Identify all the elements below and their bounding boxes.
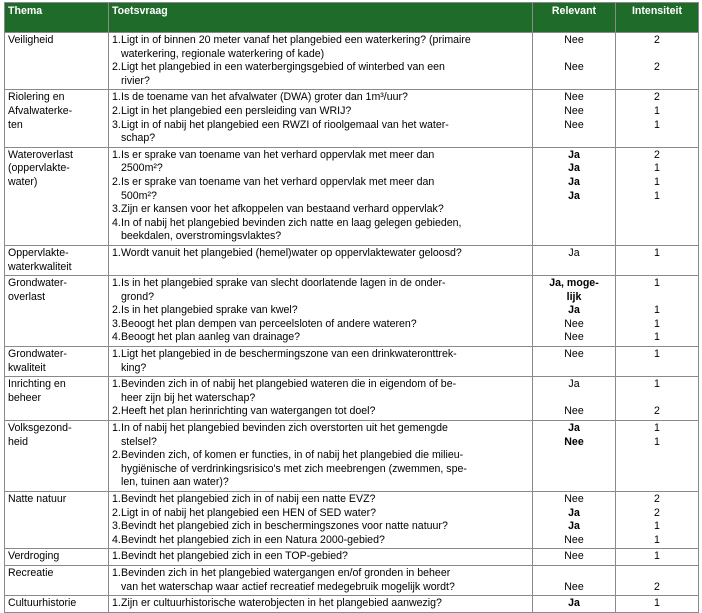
relevant-value: Ja Nee	[564, 422, 584, 448]
question-item	[112, 217, 529, 244]
relevant-value: Nee	[564, 493, 584, 506]
table-row	[5, 377, 699, 421]
question-item	[112, 105, 529, 119]
question-text: Is in het plangebied sprake van kwel?	[121, 304, 298, 317]
relevant-value: Ja, moge- lijk	[549, 277, 599, 303]
question-number: 3.	[112, 118, 121, 131]
table-row	[5, 565, 699, 595]
question-cell	[109, 596, 533, 613]
relevant-cell	[533, 90, 616, 147]
question-number: 2.	[112, 506, 121, 519]
theme-cell: Veiligheid	[5, 33, 109, 90]
intensity-cell	[616, 347, 699, 377]
theme-cell: Wateroverlast (oppervlakte- water)	[5, 147, 109, 245]
relevant-cell	[533, 565, 616, 595]
intensity-cell	[616, 276, 699, 347]
question-number: 1.	[112, 378, 121, 391]
question-number: 3.	[112, 520, 121, 533]
question-cell	[109, 276, 533, 347]
intensity-value: 1	[654, 378, 660, 391]
question-text: Wordt vanuit het plangebied (hemel)water op oppervlaktewater geloosd?	[121, 246, 462, 259]
question-cell	[109, 421, 533, 492]
intensity-value: 1	[654, 348, 660, 361]
intensity-cell	[616, 549, 699, 566]
table-row	[5, 276, 699, 347]
question-text: Ligt het plangebied in een waterbergingsgebied of winterbed van een rivier?	[121, 61, 445, 87]
relevant-value: Nee	[564, 331, 584, 344]
question-text: Heeft het plan herinrichting van watergangen tot doel?	[121, 405, 376, 418]
question-item	[112, 331, 529, 345]
theme-cell: Verdroging	[5, 549, 109, 566]
question-item	[112, 348, 529, 375]
relevant-cell	[533, 377, 616, 421]
question-text: Bevinden zich in of nabij het plangebied wateren die in eigendom of be- heer zijn bij het waterschap?	[121, 378, 457, 404]
question-number: 1.	[112, 422, 121, 435]
question-item	[112, 534, 529, 548]
question-text: Ligt in of binnen 20 meter vanaf het plangebied een waterkering? (primaire waterkering, regionale waterkering of kade)	[121, 34, 471, 60]
relevant-value: Nee	[564, 348, 584, 361]
question-item	[112, 203, 529, 217]
intensity-value: 2	[654, 405, 660, 418]
table-row	[5, 492, 699, 549]
question-item	[112, 422, 529, 449]
question-number: 2.	[112, 175, 121, 188]
intensity-value	[619, 449, 695, 490]
relevant-value: Ja Ja	[568, 175, 580, 202]
question-item	[112, 176, 529, 203]
question-number: 1.	[112, 566, 121, 579]
intensity-cell	[616, 421, 699, 492]
question-cell	[109, 245, 533, 275]
question-number: 3.	[112, 203, 121, 216]
intensity-value: 2	[654, 493, 660, 506]
question-number: 2.	[112, 61, 121, 74]
intensity-value: 2	[654, 61, 660, 74]
intensity-value: 1	[654, 597, 660, 610]
relevant-cell	[533, 596, 616, 613]
relevant-cell	[533, 245, 616, 275]
question-item	[112, 449, 529, 490]
question-number: 2.	[112, 304, 121, 317]
intensity-cell	[616, 33, 699, 90]
question-text: Bevindt het plangebied zich in een TOP-gebied?	[121, 550, 348, 563]
header-intensiteit: Intensiteit	[616, 3, 699, 33]
relevant-value: Ja	[568, 520, 580, 533]
question-number: 4.	[112, 331, 121, 344]
question-text: Bevinden zich, of komen er functies, in of nabij het plangebied die milieu- hygiënische of verdrinkingsrisico's met zich meebrengen (zwemmen, spe- len, tuinen aan water)?	[121, 449, 467, 489]
water-assessment-table	[4, 2, 699, 613]
theme-cell: Grondwater- kwaliteit	[5, 347, 109, 377]
relevant-value: Nee	[564, 317, 584, 330]
intensity-value: 1	[654, 104, 660, 117]
intensity-value: 1	[654, 317, 660, 330]
header-relevant: Relevant	[533, 3, 616, 33]
relevant-value	[536, 449, 612, 490]
relevant-value: Nee	[564, 61, 584, 74]
question-cell	[109, 90, 533, 147]
intensity-cell	[616, 492, 699, 549]
question-cell	[109, 565, 533, 595]
table-row	[5, 596, 699, 613]
question-text: Is er sprake van toename van het verhard oppervlak met meer dan 2500m²?	[121, 148, 435, 175]
question-item	[112, 277, 529, 304]
intensity-value: 2	[654, 580, 660, 593]
intensity-value: 2	[654, 91, 660, 104]
table-row	[5, 245, 699, 275]
question-number: 1.	[112, 246, 121, 259]
intensity-cell	[616, 565, 699, 595]
question-cell	[109, 347, 533, 377]
question-item	[112, 597, 529, 611]
table-row	[5, 33, 699, 90]
question-number: 3.	[112, 317, 121, 330]
question-number: 2.	[112, 405, 121, 418]
table-row	[5, 347, 699, 377]
theme-cell: Volksgezond- heid	[5, 421, 109, 492]
question-item	[112, 318, 529, 332]
question-cell	[109, 377, 533, 421]
relevant-value: Nee	[564, 104, 584, 117]
theme-cell: Grondwater- overlast	[5, 276, 109, 347]
relevant-cell	[533, 347, 616, 377]
intensity-value: 2	[654, 34, 660, 46]
question-text: Zijn er cultuurhistorische waterobjecten in het plangebied aanwezig?	[121, 597, 442, 610]
theme-cell: Cultuurhistorie	[5, 596, 109, 613]
relevant-value: Nee	[564, 405, 584, 418]
relevant-value: Ja	[568, 246, 580, 259]
question-number: 1.	[112, 348, 121, 361]
question-item	[112, 507, 529, 521]
intensity-value	[619, 217, 695, 244]
question-number: 1.	[112, 34, 121, 46]
intensity-value: 1	[654, 550, 660, 563]
relevant-value	[536, 203, 612, 217]
relevant-cell	[533, 33, 616, 90]
intensity-value: 1	[654, 331, 660, 344]
question-number: 1.	[112, 148, 121, 161]
relevant-cell	[533, 147, 616, 245]
question-item	[112, 405, 529, 419]
theme-cell: Natte natuur	[5, 492, 109, 549]
intensity-cell	[616, 377, 699, 421]
question-text: Beoogt het plan dempen van perceelsloten of andere wateren?	[121, 317, 417, 330]
question-cell	[109, 33, 533, 90]
relevant-cell	[533, 276, 616, 347]
intensity-value: 1 1	[654, 175, 660, 202]
question-item	[112, 567, 529, 594]
theme-cell: Inrichting en beheer	[5, 377, 109, 421]
question-text: Ligt in of nabij het plangebied een HEN of SED water?	[121, 506, 377, 519]
header-toetsvraag: Toetsvraag	[109, 3, 533, 33]
question-text: Ligt in het plangebied een persleiding van WRIJ?	[121, 104, 352, 117]
relevant-cell	[533, 549, 616, 566]
header-row	[5, 3, 699, 33]
relevant-value: Ja	[568, 597, 580, 610]
question-text: In of nabij het plangebied bevinden zich natte en laag gelegen gebieden, beekdalen, overstromingsvlaktes?	[121, 216, 462, 243]
question-text: Ligt in of nabij het plangebied een RWZI of rioolgemaal van het water- schap?	[121, 118, 449, 145]
question-number: 1.	[112, 277, 121, 290]
relevant-value: Ja	[568, 304, 580, 317]
question-text: Bevindt het plangebied zich in beschermingszones voor natte natuur?	[121, 520, 448, 533]
question-item	[112, 247, 529, 261]
question-text: In of nabij het plangebied bevinden zich overstorten uit het gemengde stelsel?	[121, 422, 448, 448]
question-text: Bevindt het plangebied zich in een Natura 2000-gebied?	[121, 533, 385, 546]
question-item	[112, 61, 529, 88]
intensity-value: 1	[654, 246, 660, 259]
intensity-value: 1 1	[654, 422, 660, 448]
question-item	[112, 119, 529, 146]
question-text: Bevinden zich in het plangebied watergangen en/of gronden in beheer van het waterschap waar actief recreatief medegebruik mogelijk wordt?	[121, 566, 455, 593]
relevant-value: Nee	[564, 118, 584, 131]
question-number: 2.	[112, 104, 121, 117]
intensity-value: 1	[654, 520, 660, 533]
question-item	[112, 34, 529, 61]
question-number: 1.	[112, 91, 121, 104]
question-number: 4.	[112, 216, 121, 229]
question-text: Zijn er kansen voor het afkoppelen van bestaand verhard oppervlak?	[121, 203, 444, 216]
header-thema: Thema	[5, 3, 109, 33]
intensity-cell	[616, 245, 699, 275]
question-cell	[109, 147, 533, 245]
question-item	[112, 493, 529, 507]
intensity-cell	[616, 596, 699, 613]
question-item	[112, 520, 529, 534]
theme-cell: Oppervlakte- waterkwaliteit	[5, 245, 109, 275]
relevant-value	[536, 217, 612, 244]
question-item	[112, 91, 529, 105]
theme-cell: Recreatie	[5, 565, 109, 595]
relevant-cell	[533, 421, 616, 492]
question-item	[112, 149, 529, 176]
question-text: Is er sprake van toename van het verhard oppervlak met meer dan 500m²?	[121, 175, 435, 202]
question-text: Bevindt het plangebied zich in of nabij een natte EVZ?	[121, 493, 376, 506]
question-cell	[109, 549, 533, 566]
table-row	[5, 549, 699, 566]
intensity-value: 1	[654, 304, 660, 317]
table-row	[5, 147, 699, 245]
question-text: Is de toename van het afvalwater (DWA) groter dan 1m³/uur?	[121, 91, 408, 104]
relevant-value: Nee	[564, 34, 584, 46]
relevant-value: Nee	[564, 91, 584, 104]
question-item	[112, 304, 529, 318]
relevant-value: Nee	[564, 550, 584, 563]
intensity-cell	[616, 147, 699, 245]
question-item	[112, 378, 529, 405]
question-number: 1.	[112, 493, 121, 506]
table-row	[5, 90, 699, 147]
theme-cell: Riolering en Afvalwaterke- ten	[5, 90, 109, 147]
relevant-value: Ja	[568, 378, 580, 391]
relevant-cell	[533, 492, 616, 549]
question-number: 4.	[112, 533, 121, 546]
intensity-value	[619, 203, 695, 217]
question-text: Beoogt het plan aanleg van drainage?	[121, 331, 301, 344]
relevant-value: Ja Ja	[568, 148, 580, 175]
question-text: Ligt het plangebied in de beschermingszone van een drinkwateronttrek- king?	[121, 348, 457, 374]
intensity-cell	[616, 90, 699, 147]
intensity-value: 1	[654, 118, 660, 131]
relevant-value: Nee	[564, 580, 584, 593]
intensity-value: 2 1	[654, 148, 660, 175]
question-number: 1.	[112, 550, 121, 563]
table-body	[5, 33, 699, 613]
table-row	[5, 421, 699, 492]
question-item	[112, 550, 529, 564]
relevant-value: Nee	[564, 533, 584, 546]
question-text: Is in het plangebied sprake van slecht doorlatende lagen in de onder- grond?	[121, 277, 446, 303]
relevant-value: Ja	[568, 506, 580, 519]
intensity-value: 1	[654, 533, 660, 546]
question-number: 2.	[112, 449, 121, 462]
question-number: 1.	[112, 597, 121, 610]
question-cell	[109, 492, 533, 549]
intensity-value: 1	[654, 277, 660, 290]
intensity-value: 2	[654, 506, 660, 519]
